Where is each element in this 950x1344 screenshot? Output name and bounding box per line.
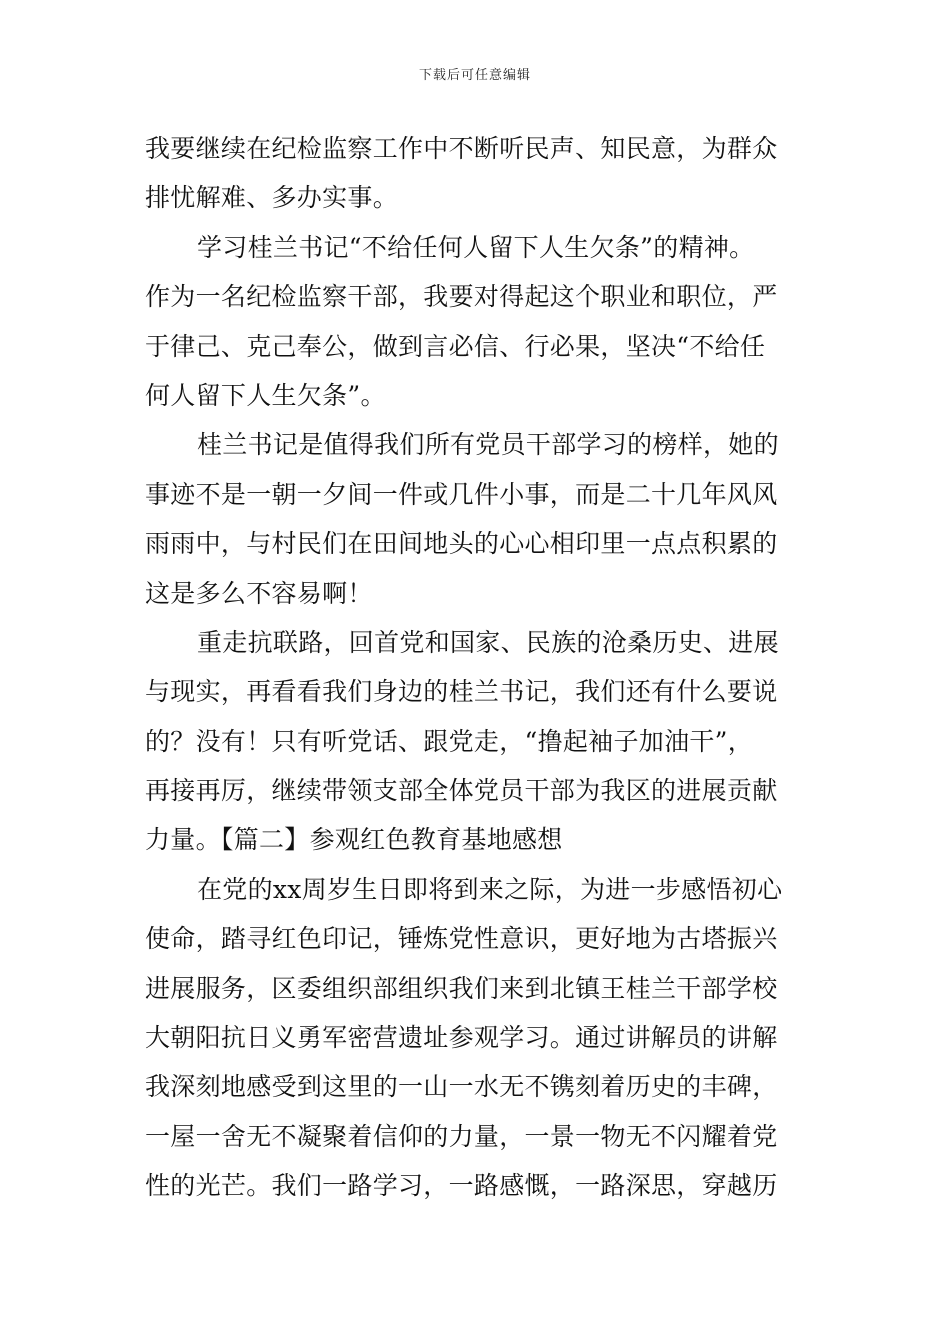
text-line: 学习桂兰书记“不给任何人留下人生欠条”的精神。	[197, 232, 755, 262]
text-line: 作为一名纪检监察干部，我要对得起这个职业和职位，严	[145, 282, 778, 312]
text-line: 进展服务，区委组织部组织我们来到北镇王桂兰干部学校	[145, 973, 778, 1003]
text-line: 我深刻地感受到这里的一山一水无不镌刻着历史的丰碑，	[145, 1072, 778, 1102]
text-line: 于律己、克己奉公，做到言必信、行必果，坚决“不给任	[145, 331, 766, 361]
body-text	[145, 124, 807, 1211]
text-line: 在党的xx周岁生日即将到来之际，为进一步感悟初心	[197, 874, 783, 904]
text-line: 再接再厉，继续带领支部全体党员干部为我区的进展贡献	[145, 776, 778, 806]
text-line: 重走抗联路，回首党和国家、民族的沧桑历史、进展	[197, 627, 779, 657]
text-line: 与现实，再看看我们身边的桂兰书记，我们还有什么要说	[145, 677, 778, 707]
text-line: 的？没有！只有听党话、跟党走，“撸起袖子加油干”，	[145, 726, 754, 756]
page-header-note: 下载后可任意编辑	[418, 68, 531, 83]
text-line: 这是多么不容易啊！	[145, 578, 373, 608]
text-line: 大朝阳抗日义勇军密营遗址参观学习。通过讲解员的讲解	[145, 1023, 778, 1053]
text-line: 力量。【篇二】参观红色教育基地感想	[145, 825, 563, 855]
text-line: 排忧解难、多办实事。	[145, 183, 399, 213]
text-line: 事迹不是一朝一夕间一件或几件小事，而是二十几年风风	[145, 479, 778, 509]
text-line: 雨雨中，与村民们在田间地头的心心相印里一点点积累的	[145, 529, 778, 559]
text-line: 我要继续在纪检监察工作中不断听民声、知民意，为群众	[145, 134, 778, 163]
text-line: 桂兰书记是值得我们所有党员干部学习的榜样，她的	[197, 430, 779, 460]
text-line: 一屋一舍无不凝聚着信仰的力量，一景一物无不闪耀着党	[145, 1121, 778, 1151]
text-line: 使命，踏寻红色印记，锤炼党性意识，更好地为古塔振兴	[145, 924, 778, 954]
text-line: 何人留下人生欠条”。	[145, 380, 386, 410]
text-line: 性的光芒。我们一路学习，一路感慨，一路深思，穿越历	[145, 1171, 778, 1201]
